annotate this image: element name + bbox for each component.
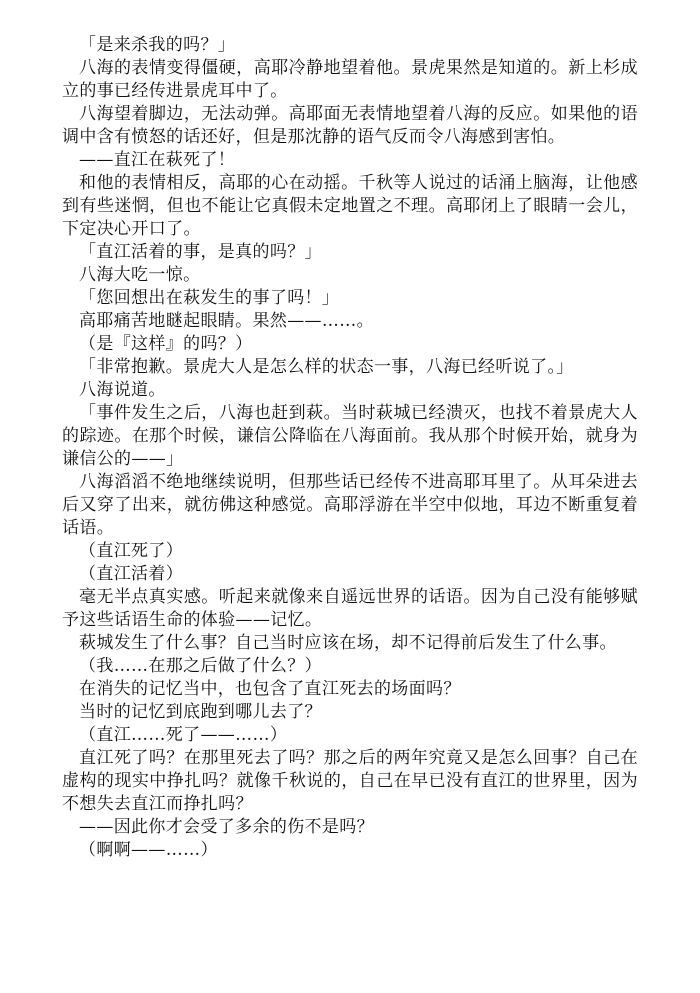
paragraph: （直江活着） xyxy=(79,564,184,584)
paragraph: 萩城发生了什么事？自己当时应该在场，却不记得前后发生了什么事。 xyxy=(79,633,617,653)
paragraph: 「非常抱歉。景虎大人是怎么样的状态一事，八海已经听说了。」 xyxy=(79,357,574,377)
paragraph: 高耶痛苦地瞇起眼睛。果然——……。 xyxy=(79,311,374,331)
paragraph: 八海大吃一惊。 xyxy=(79,265,201,285)
paragraph: 「是来杀我的吗？」 xyxy=(79,35,236,55)
paragraph: 「您回想出在萩发生的事了吗！」 xyxy=(79,288,340,308)
paragraph: 八海望着脚边，无法动弹。高耶面无表情地望着八海的反应。如果他的语调中含有愤怒的话还好，但是那沈静的语气反而令八海感到害怕。 xyxy=(62,104,638,147)
paragraph: （直江……死了——……） xyxy=(79,725,288,745)
paragraph: 「直江活着的事，是真的吗？」 xyxy=(79,242,322,262)
paragraph: 在消失的记忆当中，也包含了直江死去的场面吗？ xyxy=(79,679,461,699)
paragraph: ——直江在萩死了！ xyxy=(79,150,236,170)
paragraph: 八海的表情变得僵硬，高耶冷静地望着他。景虎果然是知道的。新上杉成立的事已经传进景虎耳中了。 xyxy=(62,58,638,101)
paragraph: （直江死了） xyxy=(79,541,184,561)
paragraph: （是『这样』的吗？） xyxy=(79,334,253,354)
paragraph: 当时的记忆到底跑到哪儿去了？ xyxy=(79,702,322,722)
paragraph: 八海滔滔不绝地继续说明，但那些话已经传不进高耶耳里了。从耳朵进去后又穿了出来，就彷佛这种感觉。高耶浮游在半空中似地，耳边不断重复着话语。 xyxy=(62,472,638,538)
paragraph: 毫无半点真实感。听起来就像来自遥远世界的话语。因为自己没有能够赋予这些话语生命的体验——记忆。 xyxy=(62,587,638,630)
paragraph: 和他的表情相反，高耶的心在动摇。千秋等人说过的话涌上脑海，让他感到有些迷惘，但也不能让它真假未定地置之不理。高耶闭上了眼睛一会儿，下定决心开口了。 xyxy=(62,173,638,239)
paragraph: 「事件发生之后，八海也赶到萩。当时萩城已经溃灭，也找不着景虎大人的踪迹。在那个时候，谦信公降临在八海面前。我从那个时候开始，就身为谦信公的——」 xyxy=(62,403,638,469)
paragraph: 八海说道。 xyxy=(79,380,166,400)
paragraph: （我……在那之后做了什么？） xyxy=(79,656,322,676)
paragraph: （啊啊——……） xyxy=(79,840,218,860)
paragraph: 直江死了吗？在那里死去了吗？那之后的两年究竟又是怎么回事？自己在虚构的现实中挣扎吗？就像千秋说的，自己在早已没有直江的世界里，因为不想失去直江而挣扎吗？ xyxy=(62,748,638,814)
paragraph: ——因此你才会受了多余的伤不是吗？ xyxy=(79,817,374,837)
